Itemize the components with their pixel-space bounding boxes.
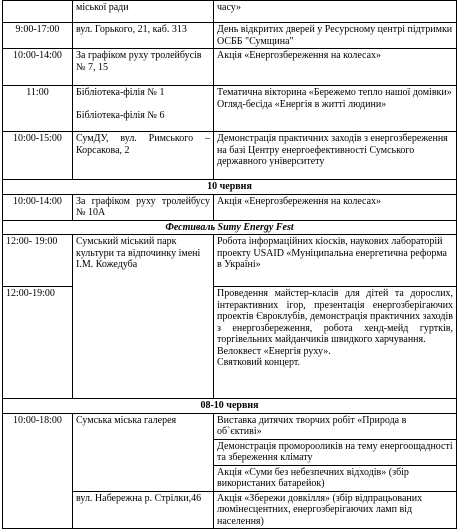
event-cell: [214, 287, 457, 399]
time-cell: [3, 1, 73, 23]
place-text: За графіком руху тролейбусів № 7, 15: [76, 50, 202, 73]
table-row: [3, 49, 457, 86]
section-header-row: [3, 399, 457, 414]
place-text: Сумська міська галерея: [76, 414, 177, 426]
festival-title: Фестиваль Sumy Energy Fest: [165, 221, 294, 233]
place-text: вул. Горького, 21, каб. 313: [76, 24, 187, 35]
table-row: [3, 86, 457, 132]
place-text: СумДУ, вул. Римського –Корсакова, 2: [76, 133, 210, 156]
time-cell: [3, 235, 73, 287]
day-title: 10 червня: [207, 181, 252, 192]
day-header: [3, 180, 457, 195]
event-cell: [214, 23, 457, 49]
event-text: Робота інформаційних кіосків, наукових лабораторій проекту USAID «Муніципальна енергетична реформа в Україні»: [217, 236, 447, 270]
place-cell: [73, 132, 214, 180]
event-cell: [214, 132, 457, 180]
event-text: Огляд-бесіда «Енергія в житті людини»: [217, 98, 387, 110]
time-cell: [3, 287, 73, 399]
event-text: Тематична вікторина «Бережемо тепло нашої домівки»: [217, 87, 452, 98]
table-row: [3, 1, 457, 23]
event-text: Акція «Енергозбереження на колесах»: [217, 50, 382, 61]
time-cell: [3, 49, 73, 86]
table-row: [3, 194, 457, 220]
time-text: 11:00: [26, 87, 49, 98]
event-cell: [214, 194, 457, 220]
event-cell: [214, 491, 457, 529]
place-cell: [73, 1, 214, 23]
time-cell: [3, 132, 73, 180]
section-header-row: [3, 220, 457, 235]
time-text: 10:00-15:00: [13, 133, 62, 144]
event-text: Демонстрація проморооликів на тему енергоощадності та збереження клімату: [217, 440, 453, 463]
time-cell: [3, 23, 73, 49]
day-header: [3, 399, 457, 414]
event-text: Акція «Збережи довкілля» (збір відпрацьованих люмінесцентних, енергозберігаючих ламп від населення): [217, 492, 423, 527]
place-text: Бібліотека-філія № 1: [76, 87, 165, 98]
time-cell: [3, 413, 73, 529]
place-cell: [73, 86, 214, 132]
event-text: Святковий концерт.: [217, 357, 300, 368]
place-text: вул. Набережна р. Стрілки,46: [76, 492, 202, 504]
place-cell: [73, 235, 214, 399]
table-row: [3, 413, 457, 439]
time-text: 10:00-14:00: [13, 195, 62, 207]
place-text: Сумський міський парк культури та відпочинку імені І.М. Кожедуба: [76, 236, 201, 270]
event-cell: [214, 235, 457, 287]
table-row: [3, 23, 457, 49]
spacer: [76, 99, 210, 110]
event-cell: [214, 465, 457, 491]
place-cell: [73, 413, 214, 491]
table-row: [3, 132, 457, 180]
section-header-row: [3, 180, 457, 195]
place-cell: [73, 194, 214, 220]
event-text: Виставка дитячих творчих робіт «Природа в об`єктиві»: [217, 414, 407, 437]
event-cell: [214, 86, 457, 132]
event-cell: [214, 49, 457, 86]
time-cell: [3, 86, 73, 132]
place-text: Бібліотека-філія № 6: [76, 109, 165, 121]
time-text: 10:00-18:00: [13, 414, 62, 426]
day-title: 08-10 червня: [200, 400, 259, 411]
place-cell: [73, 491, 214, 529]
event-cell: [214, 439, 457, 465]
table-row: [3, 287, 457, 399]
time-text: 9:00-17:00: [15, 24, 60, 35]
time-cell: [3, 194, 73, 220]
event-text: часу»: [217, 2, 242, 13]
event-cell: [214, 1, 457, 23]
event-cell: [214, 413, 457, 439]
event-text: Велоквест «Енергія руху».: [217, 345, 331, 357]
place-cell: [73, 49, 214, 86]
event-text: Проведення майстер-класів для дітей та дорослих, інтерактивних ігор, презентація енергозберігаючих проектів Євроклубів, демонстрація практичних заходів з енергозбереження, робота хенд-мейд гуртків, торгівельних майданчиків швидкого харчування.: [217, 288, 453, 345]
table-row: [3, 235, 457, 287]
event-text: Демонстрація практичних заходів з енергозбереження на базі Центру енергоефективності Сумського державного університету: [217, 133, 448, 167]
event-text: Акція «Суми без небезпечних відходів» (збір використаних батарейок): [217, 466, 409, 489]
events-schedule-table: [2, 0, 457, 529]
place-cell: [73, 23, 214, 49]
time-text: 12:00-19:00: [6, 288, 55, 299]
place-text: За графіком руху тролейбусу № 10А: [76, 195, 210, 218]
event-text: День відкритих дверей у Ресурсному центрі підтримки ОСББ "Сумщина": [217, 24, 453, 47]
event-text: Акція «Енергозбереження на колесах»: [217, 195, 382, 207]
festival-header: [3, 220, 457, 235]
time-text: 10:00-14:00: [13, 50, 62, 61]
time-text: 12:00- 19:00: [6, 236, 58, 247]
place-text: міської ради: [76, 2, 129, 13]
